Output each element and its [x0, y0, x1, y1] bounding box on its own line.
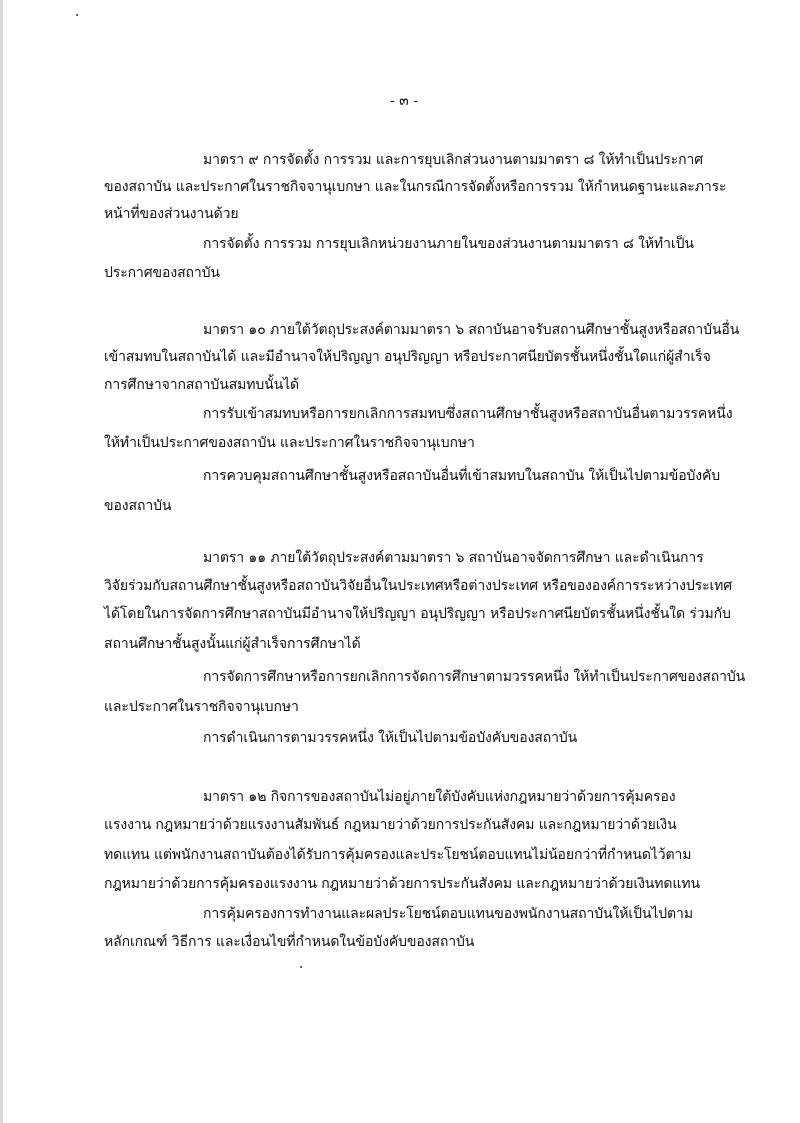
section-12-line-3: ทดแทน แต่พนักงานสถาบันต้องได้รับการคุ้มครองและประโยชน์ตอบแทนไม่น้อยกว่าที่กำหนดไว้ตาม [104, 847, 692, 863]
section-12-line-4: กฎหมายว่าด้วยการคุ้มครองแรงงาน กฎหมายว่าด้วยการประกันสังคม และกฎหมายว่าด้วยเงินทดแทน [104, 876, 700, 892]
section-11-line-3: ได้โดยในการจัดการศึกษาสถาบันมีอำนาจให้ปริญญา อนุปริญญา หรือประกาศนียบัตรชั้นหนึ่งชั้นใด ร่วมกับ [104, 606, 731, 622]
section-10-line-4: การรับเข้าสมทบหรือการยกเลิกการสมทบซึ่งสถานศึกษาชั้นสูงหรือสถาบันอื่นตามวรรคหนึ่ง [203, 406, 733, 422]
section-11-line-5: การจัดการศึกษาหรือการยกเลิกการจัดการศึกษาตามวรรคหนึ่ง ให้ทำเป็นประกาศของสถาบัน [203, 669, 746, 685]
section-9-line-2: ของสถาบัน และประกาศในราชกิจจานุเบกษา และในกรณีการจัดตั้งหรือการรวม ให้กำหนดฐานะและภาระ [104, 179, 727, 195]
section-11-line-4: สถานศึกษาชั้นสูงนั้นแก่ผู้สำเร็จการศึกษาได้ [104, 636, 361, 652]
section-10-line-7: ของสถาบัน [104, 498, 172, 514]
section-12-line-1: มาตรา ๑๒ กิจการของสถาบันไม่อยู่ภายใต้บังคับแห่งกฎหมายว่าด้วยการคุ้มครอง [203, 789, 676, 805]
section-11-line-1: มาตรา ๑๑ ภายใต้วัตถุประสงค์ตามมาตรา ๖ สถาบันอาจจัดการศึกษา และดำเนินการ [203, 550, 704, 566]
scan-speck [300, 966, 302, 968]
scan-speck [76, 14, 78, 16]
section-12-line-6: หลักเกณฑ์ วิธีการ และเงื่อนไขที่กำหนดในข้อบังคับของสถาบัน [104, 934, 475, 950]
page-number: - ๓ - [390, 93, 418, 109]
section-10-line-2: เข้าสมทบในสถาบันได้ และมีอำนาจให้ปริญญา อนุปริญญา หรือประกาศนียบัตรชั้นหนึ่งชั้นใดแก่ผู้สำเร็จ [104, 349, 711, 365]
section-10-line-3: การศึกษาจากสถาบันสมทบนั้นได้ [104, 377, 300, 393]
section-9-line-5: ประกาศของสถาบัน [104, 265, 220, 281]
section-9-line-3: หน้าที่ของส่วนงานด้วย [104, 206, 239, 222]
scan-edge [0, 0, 3, 1123]
section-9-line-4: การจัดตั้ง การรวม การยุบเลิกหน่วยงานภายในของส่วนงานตามมาตรา ๘ ให้ทำเป็น [203, 236, 694, 252]
section-10-line-6: การควบคุมสถานศึกษาชั้นสูงหรือสถาบันอื่นที่เข้าสมทบในสถาบัน ให้เป็นไปตามข้อบังคับ [203, 468, 721, 484]
section-10-line-1: มาตรา ๑๐ ภายใต้วัตถุประสงค์ตามมาตรา ๖ สถาบันอาจรับสถานศึกษาชั้นสูงหรือสถาบันอื่น [203, 322, 740, 338]
section-10-line-5: ให้ทำเป็นประกาศของสถาบัน และประกาศในราชกิจจานุเบกษา [104, 435, 475, 451]
section-9-line-1: มาตรา ๙ การจัดตั้ง การรวม และการยุบเลิกส่วนงานตามมาตรา ๘ ให้ทำเป็นประกาศ [203, 152, 704, 168]
section-12-line-5: การคุ้มครองการทำงานและผลประโยชน์ตอบแทนของพนักงานสถาบันให้เป็นไปตาม [203, 906, 693, 922]
section-11-line-2: วิจัยร่วมกับสถานศึกษาชั้นสูงหรือสถาบันวิจัยอื่นในประเทศหรือต่างประเทศ หรือขององค์การระหว่างประเทศ [104, 578, 733, 594]
section-12-line-2: แรงงาน กฎหมายว่าด้วยแรงงานสัมพันธ์ กฎหมายว่าด้วยการประกันสังคม และกฎหมายว่าด้วยเงิน [104, 817, 677, 833]
section-11-line-6: และประกาศในราชกิจจานุเบกษา [104, 699, 299, 715]
section-11-line-7: การดำเนินการตามวรรคหนึ่ง ให้เป็นไปตามข้อบังคับของสถาบัน [203, 730, 578, 746]
